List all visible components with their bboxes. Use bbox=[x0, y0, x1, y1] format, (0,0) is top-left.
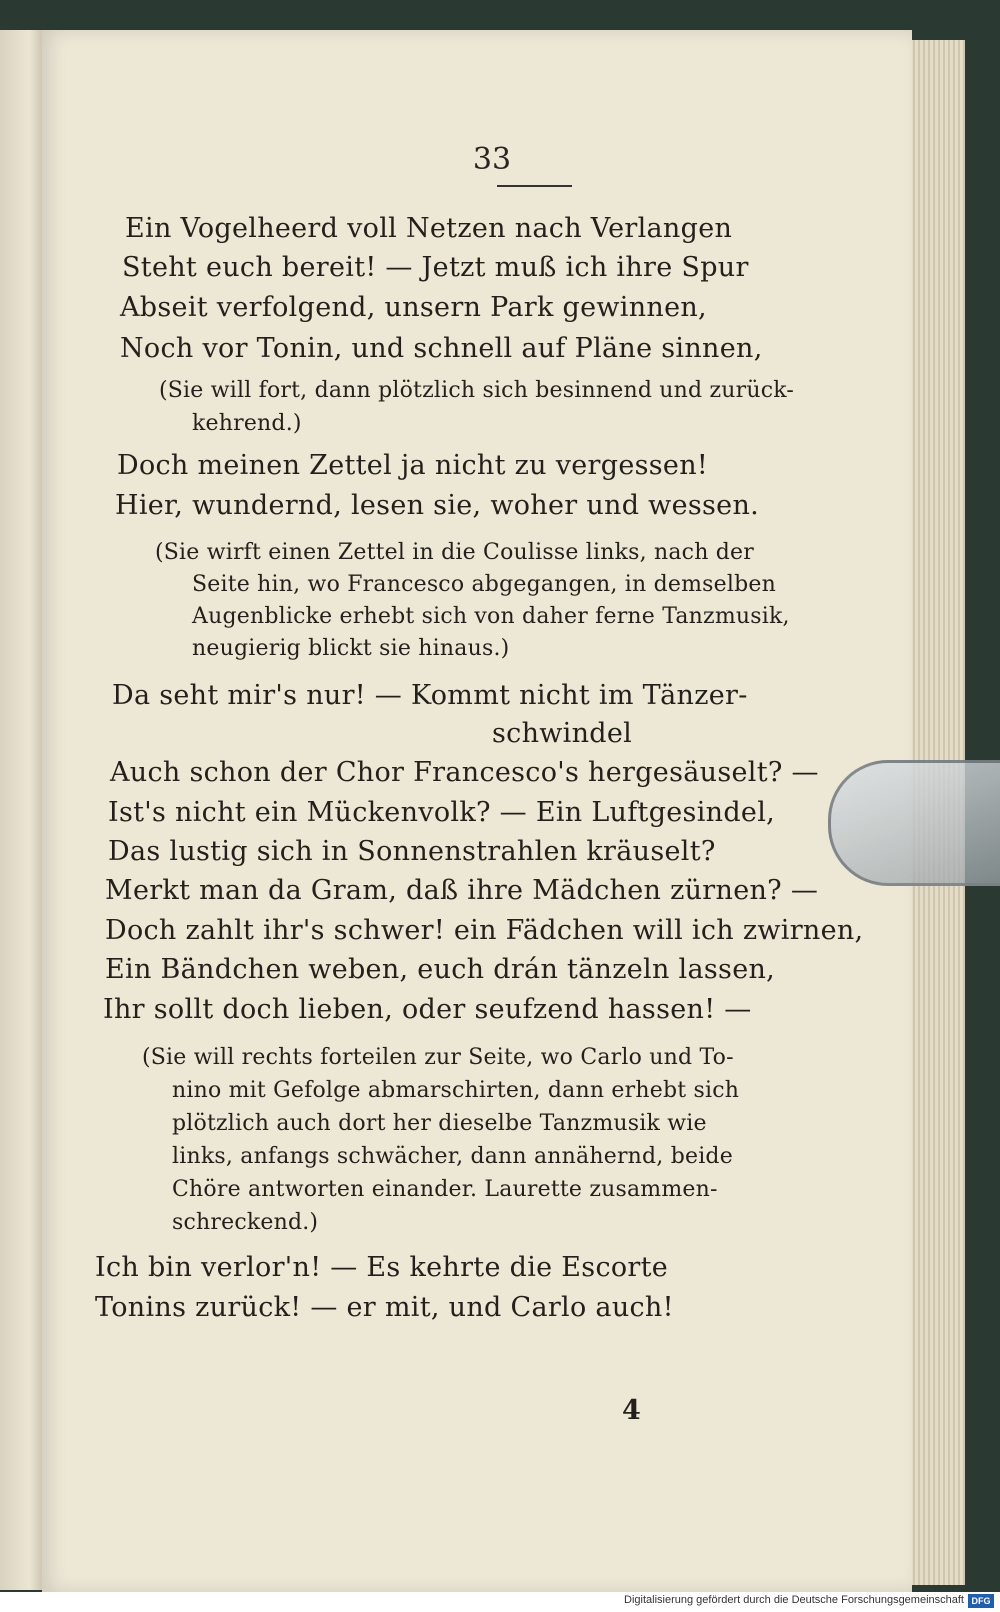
verse-line: Ist's nicht ein Mückenvolk? — Ein Luftgesindel, bbox=[108, 797, 776, 828]
stage-direction-line: links, anfangs schwächer, dann annähernd, beide bbox=[172, 1144, 733, 1169]
verse-line: Ein Bändchen weben, euch drán tänzeln lassen, bbox=[105, 954, 776, 985]
verse-line: Merkt man da Gram, daß ihre Mädchen zürnen? — bbox=[105, 875, 819, 906]
verse-line: Tonins zurück! — er mit, und Carlo auch! bbox=[95, 1292, 674, 1323]
verse-line: Ihr sollt doch lieben, oder seufzend hassen! — bbox=[103, 994, 752, 1025]
page-clip bbox=[828, 760, 1000, 886]
verse-line: Doch zahlt ihr's schwer! ein Fädchen will ich zwirnen, bbox=[105, 915, 864, 946]
stage-direction-line: schreckend.) bbox=[172, 1210, 319, 1235]
signature-mark: 4 bbox=[622, 1395, 641, 1426]
page-number: 33 bbox=[472, 142, 512, 177]
stage-direction-line: Chöre antworten einander. Laurette zusammen- bbox=[172, 1177, 718, 1202]
facing-page-edge bbox=[0, 30, 44, 1590]
verse-line: Ein Vogelheerd voll Netzen nach Verlangen bbox=[125, 213, 733, 244]
stage-direction-line: (Sie wirft einen Zettel in die Coulisse links, nach der bbox=[155, 540, 754, 565]
book-page bbox=[42, 30, 912, 1592]
verse-line: Ich bin verlor'n! — Es kehrte die Escorte bbox=[95, 1252, 669, 1283]
stage-direction-line: kehrend.) bbox=[192, 411, 302, 436]
verse-line: Doch meinen Zettel ja nicht zu vergessen! bbox=[117, 450, 709, 481]
stage-direction-line: neugierig blickt sie hinaus.) bbox=[192, 636, 510, 661]
verse-line: Steht euch bereit! — Jetzt muß ich ihre Spur bbox=[122, 252, 749, 283]
stage-direction-line: plötzlich auch dort her dieselbe Tanzmusik wie bbox=[172, 1111, 707, 1136]
stage-direction-line: nino mit Gefolge abmarschirten, dann erhebt sich bbox=[172, 1078, 740, 1103]
stage-direction-line: (Sie will rechts forteilen zur Seite, wo Carlo und To- bbox=[142, 1045, 734, 1070]
verse-line: Da seht mir's nur! — Kommt nicht im Tänzer- bbox=[112, 680, 748, 711]
verse-line: Noch vor Tonin, und schnell auf Pläne sinnen, bbox=[120, 333, 763, 364]
verse-line: schwindel bbox=[492, 718, 633, 749]
verse-line: Hier, wundernd, lesen sie, woher und wessen. bbox=[115, 490, 760, 521]
verse-line: Abseit verfolgend, unsern Park gewinnen, bbox=[120, 292, 707, 323]
verse-line: Das lustig sich in Sonnenstrahlen kräuselt? bbox=[108, 836, 716, 867]
footer-credit: Digitalisierung gefördert durch die Deutsche Forschungsgemeinschaft bbox=[624, 1594, 964, 1606]
dfg-logo: DFG bbox=[968, 1594, 994, 1608]
page-number-rule bbox=[497, 185, 572, 187]
stage-direction-line: (Sie will fort, dann plötzlich sich besinnend und zurück- bbox=[159, 378, 795, 403]
verse-line: Auch schon der Chor Francesco's hergesäuselt? — bbox=[110, 757, 819, 788]
stage-direction-line: Augenblicke erhebt sich von daher ferne Tanzmusik, bbox=[192, 604, 790, 629]
stage-direction-line: Seite hin, wo Francesco abgegangen, in demselben bbox=[192, 572, 776, 597]
footer-bar bbox=[0, 1592, 1000, 1612]
